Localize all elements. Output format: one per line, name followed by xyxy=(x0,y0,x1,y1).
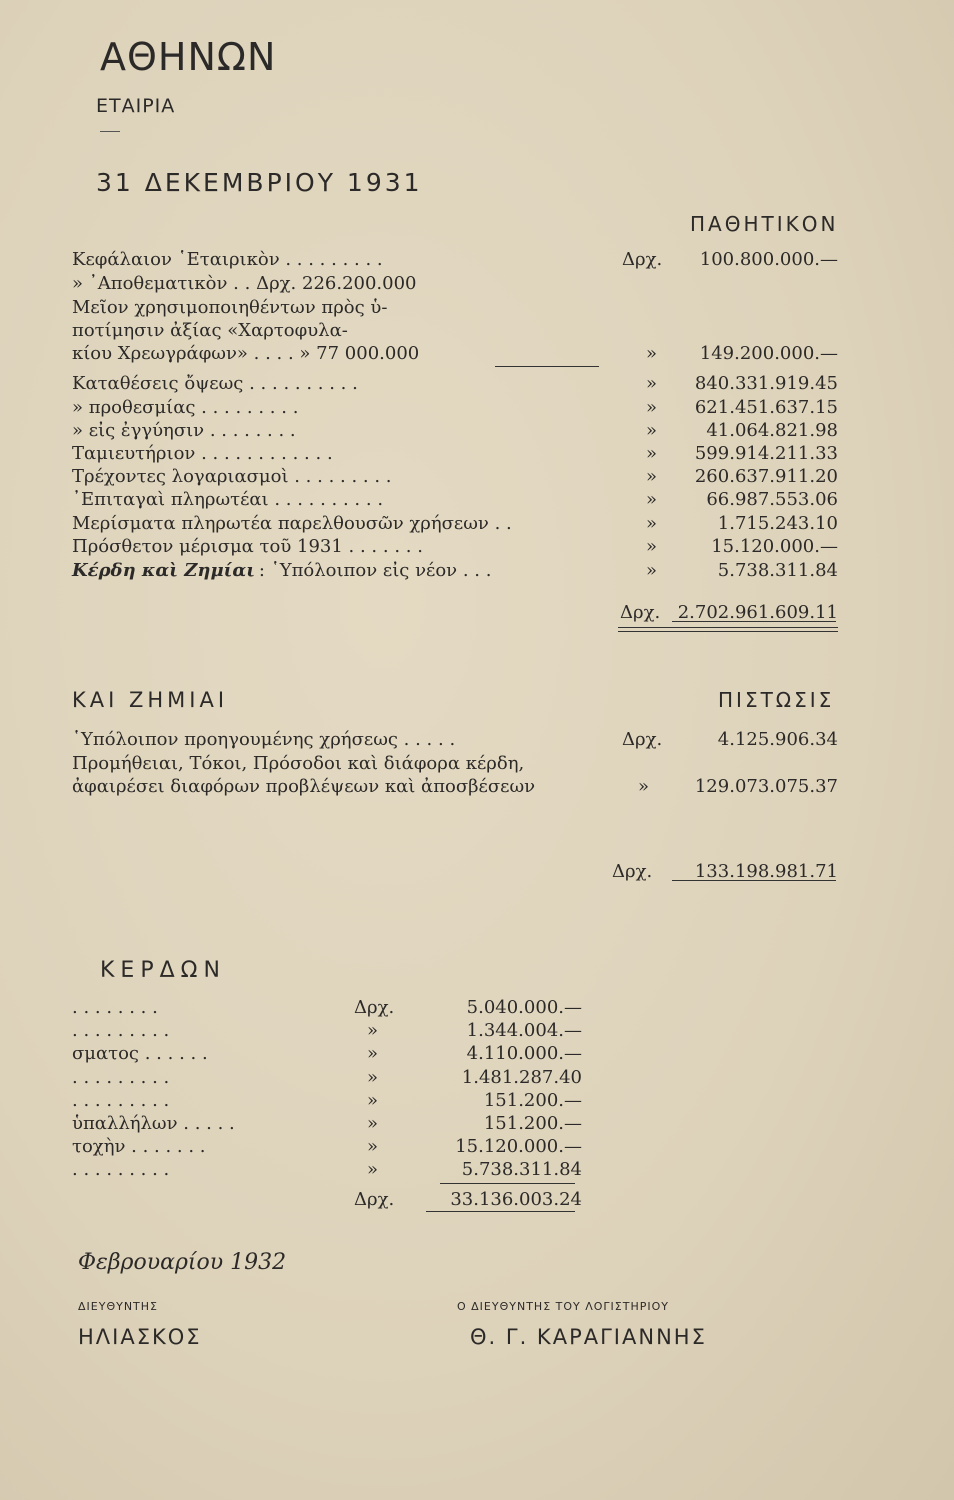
right-signatory-title: Ο ΔΙΕΥΘΥΝΤΗΣ ΤΟΥ ΛΟΓΙΣΤΗΡΙΟΥ xyxy=(457,1300,669,1313)
liabilities-row xyxy=(72,319,842,342)
pl-row xyxy=(72,775,842,798)
row-amount: 1.715.243.10 xyxy=(717,513,838,534)
currency-label: Δρχ. xyxy=(354,1189,395,1210)
profits-row xyxy=(72,1158,582,1181)
liabilities-heading: ΠΑΘΗΤΙΚΟΝ xyxy=(690,212,839,236)
row-amount: 149.200.000.— xyxy=(699,343,838,364)
row-amount: 151.200.— xyxy=(483,1113,582,1134)
row-label: ῾Υπόλοιπον προηγουμένης χρήσεως . . . . . xyxy=(72,729,456,750)
liabilities-row xyxy=(72,559,842,582)
row-amount: 1.344.004.— xyxy=(466,1020,582,1041)
pl-row xyxy=(72,728,842,751)
row-marker: Δρχ. xyxy=(354,997,395,1018)
row-label: . . . . . . . . . xyxy=(72,1090,170,1111)
row-label: ὑπαλλήλων . . . . . xyxy=(72,1113,235,1134)
row-marker: » xyxy=(638,776,650,797)
credit-heading: ΠΙΣΤΩΣΙΣ xyxy=(718,688,835,712)
pl-row xyxy=(72,752,842,775)
row-marker: » xyxy=(367,1090,379,1111)
row-label: Μερίσματα πληρωτέα παρελθουσῶν χρήσεων . . xyxy=(72,513,512,534)
liabilities-total: 2.702.961.609.11 xyxy=(677,602,838,623)
row-amount: 4.110.000.— xyxy=(466,1043,582,1064)
row-label: Προμήθειαι, Τόκοι, Πρόσοδοι καὶ διάφορα κέρδη, xyxy=(72,753,525,774)
row-amount: 129.073.075.37 xyxy=(694,776,838,797)
row-amount: 621.451.637.15 xyxy=(694,397,838,418)
row-marker: » xyxy=(367,1020,379,1041)
row-marker: » xyxy=(646,343,658,364)
row-marker: Δρχ. xyxy=(622,249,663,270)
row-marker: » xyxy=(646,489,658,510)
profits-row xyxy=(72,1019,582,1042)
currency-label: Δρχ. xyxy=(620,602,661,623)
row-marker: » xyxy=(367,1067,379,1088)
row-label: Καταθέσεις ὄψεως . . . . . . . . . . xyxy=(72,373,358,394)
row-amount: 5.040.000.— xyxy=(466,997,582,1018)
liabilities-total-row xyxy=(72,601,842,624)
liabilities-row xyxy=(72,396,842,419)
row-marker: » xyxy=(646,397,658,418)
row-marker: » xyxy=(646,420,658,441)
row-label-rest: : ῾Υπόλοιπον εἰς νέον . . . xyxy=(258,560,492,581)
row-amount: 5.738.311.84 xyxy=(461,1159,582,1180)
row-marker: » xyxy=(646,560,658,581)
liabilities-row xyxy=(72,465,842,488)
profits-row xyxy=(72,1089,582,1112)
liabilities-row xyxy=(72,372,842,395)
page-subtitle: ΕΤΑΙΡΙΑ xyxy=(96,95,176,117)
row-label: ᾿Επιταγαὶ πληρωτέαι . . . . . . . . . . xyxy=(72,489,384,510)
intermediate-rule xyxy=(495,366,599,367)
row-label: . . . . . . . . . xyxy=(72,1020,170,1041)
liabilities-row xyxy=(72,248,842,271)
liabilities-double-rule xyxy=(618,627,838,632)
row-label: » εἰς ἐγγύησιν . . . . . . . . xyxy=(72,420,296,441)
row-amount: 1.481.287.40 xyxy=(461,1067,582,1088)
row-label: Ταμιευτήριον . . . . . . . . . . . . xyxy=(72,443,333,464)
row-label: Τρέχοντες λογαριασμοὶ . . . . . . . . . xyxy=(72,466,392,487)
date-heading: 31 ΔΕΚΕΜΒΡΙΟΥ 1931 xyxy=(96,168,423,197)
page-title: ΑΘΗΝΩΝ xyxy=(100,35,277,79)
liabilities-row xyxy=(72,272,842,295)
profits-row xyxy=(72,1042,582,1065)
row-label: » ᾿Αποθεματικὸν . . Δρχ. 226.200.000 xyxy=(72,273,417,294)
row-label: ἀφαιρέσει διαφόρων προβλέψεων καὶ ἀποσβέσεων xyxy=(72,776,536,797)
row-amount: 599.914.211.33 xyxy=(694,443,838,464)
profits-row xyxy=(72,1112,582,1135)
row-label: . . . . . . . . . xyxy=(72,1067,170,1088)
row-label: Κεφάλαιον ῾Εταιρικὸν . . . . . . . . . xyxy=(72,249,383,270)
liabilities-row xyxy=(72,535,842,558)
row-label: Πρόσθετον μέρισμα τοῦ 1931 . . . . . . . xyxy=(72,536,423,557)
row-marker: » xyxy=(646,466,658,487)
row-marker: Δρχ. xyxy=(622,729,663,750)
row-label: Μεῖον χρησιμοποιηθέντων πρὸς ὑ- xyxy=(72,297,388,318)
row-marker: » xyxy=(646,443,658,464)
row-label: ποτίμησιν ἀξίας «Χαρτοφυλα- xyxy=(72,320,348,341)
row-label: » προθεσμίας . . . . . . . . . xyxy=(72,397,299,418)
left-signatory-title: ΔΙΕΥΘΥΝΤΗΣ xyxy=(78,1300,158,1313)
row-label: τοχὴν . . . . . . . xyxy=(72,1136,206,1157)
row-amount: 840.331.919.45 xyxy=(694,373,838,394)
row-amount: 15.120.000.— xyxy=(711,536,838,557)
liabilities-row xyxy=(72,512,842,535)
profits-row xyxy=(72,1135,582,1158)
row-label: . . . . . . . . . xyxy=(72,1159,170,1180)
title-divider xyxy=(100,131,120,132)
pl-total-rule xyxy=(672,880,836,881)
liabilities-row xyxy=(72,488,842,511)
row-marker: » xyxy=(367,1113,379,1134)
liabilities-row xyxy=(72,442,842,465)
profits-total-row xyxy=(72,1188,582,1211)
row-amount: 5.738.311.84 xyxy=(717,560,838,581)
row-marker: » xyxy=(367,1043,379,1064)
row-label: . . . . . . . . xyxy=(72,997,158,1018)
row-amount: 260.637.911.20 xyxy=(694,466,838,487)
liabilities-row xyxy=(72,342,842,365)
row-amount: 4.125.906.34 xyxy=(717,729,838,750)
row-marker: » xyxy=(367,1159,379,1180)
profits-heading: ΚΕΡΔΩΝ xyxy=(100,958,226,983)
row-label-emphasis: Κέρδη καὶ Ζημίαι xyxy=(72,560,255,581)
profits-total-rule-top xyxy=(440,1183,575,1184)
row-marker: » xyxy=(646,536,658,557)
row-amount: 15.120.000.— xyxy=(455,1136,582,1157)
profits-row xyxy=(72,996,582,1019)
row-label: κίου Χρεωγράφων» . . . . » 77 000.000 xyxy=(72,343,420,364)
left-signatory-name: ΗΛΙΑΣΚΟΣ xyxy=(78,1325,202,1349)
pl-heading: ΚΑΙ ΖΗΜΙΑΙ xyxy=(72,688,229,712)
pl-total: 133.198.981.71 xyxy=(694,861,838,882)
row-label: σματος . . . . . . xyxy=(72,1043,208,1064)
liabilities-row xyxy=(72,419,842,442)
currency-label: Δρχ. xyxy=(612,861,653,882)
profits-total: 33.136.003.24 xyxy=(450,1189,582,1210)
row-label xyxy=(72,559,491,582)
signature-date: Φεβρουαρίου 1932 xyxy=(78,1250,287,1275)
row-amount: 66.987.553.06 xyxy=(706,489,838,510)
row-marker: » xyxy=(646,513,658,534)
right-signatory-name: Θ. Γ. ΚΑΡΑΓΙΑΝΝΗΣ xyxy=(470,1325,707,1349)
row-marker: » xyxy=(367,1136,379,1157)
row-amount: 41.064.821.98 xyxy=(706,420,838,441)
row-amount: 100.800.000.— xyxy=(699,249,838,270)
profits-row xyxy=(72,1066,582,1089)
row-amount: 151.200.— xyxy=(483,1090,582,1111)
row-marker: » xyxy=(646,373,658,394)
profits-total-rule-bottom xyxy=(426,1211,575,1212)
liabilities-row xyxy=(72,296,842,319)
